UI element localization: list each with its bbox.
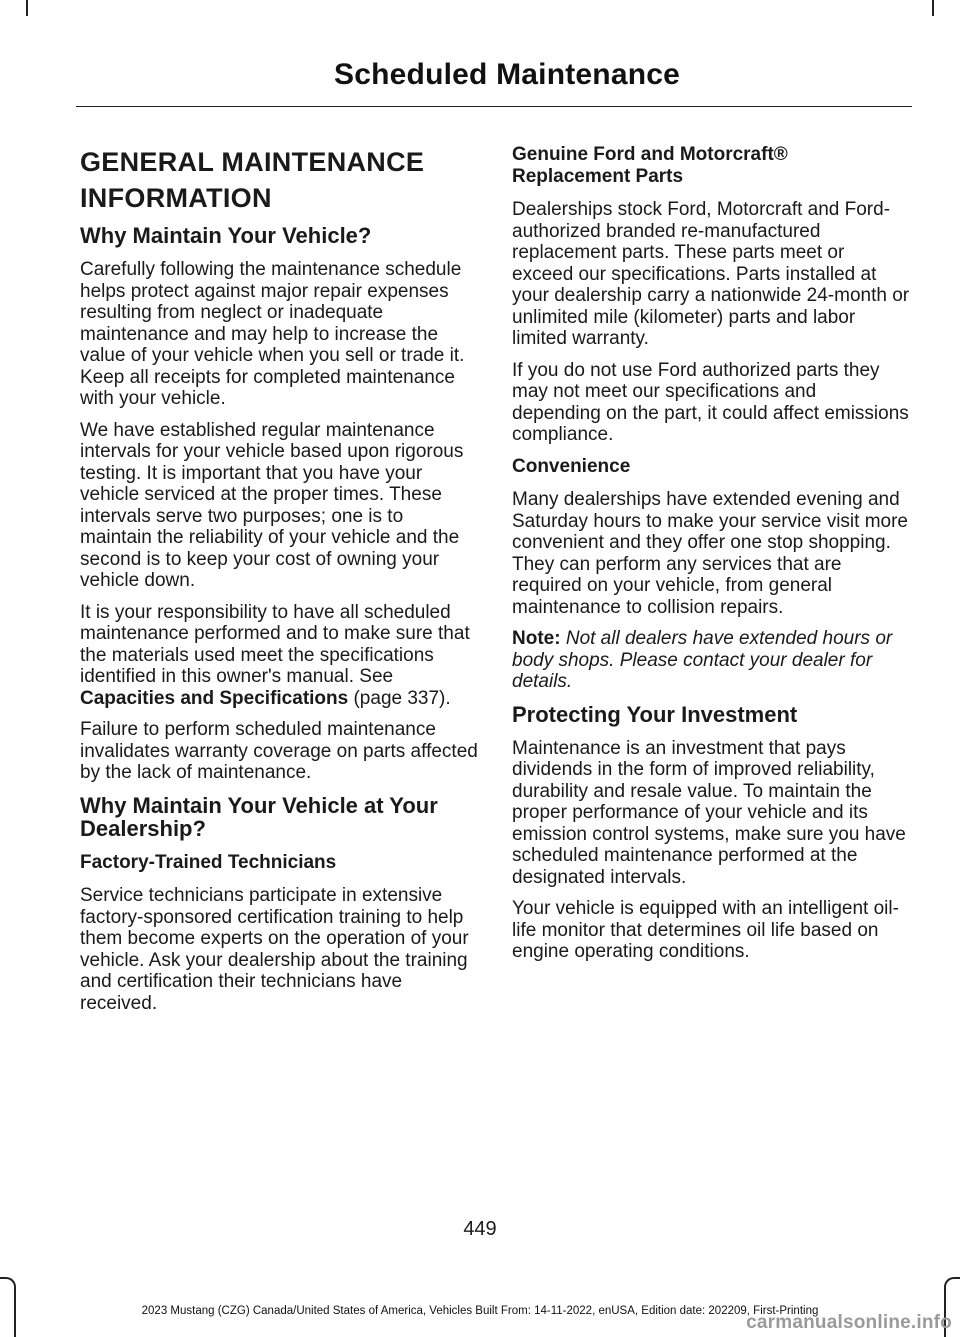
section-title [80, 144, 478, 216]
left-column [80, 140, 478, 1024]
genuine-parts-heading: Genuine Ford and Motorcraft® Replacement Parts [512, 144, 788, 187]
convenience-heading: Convenience [512, 455, 631, 477]
paragraph: Maintenance is an investment that pays dividends in the form of improved reliability, durability and resale value. To maintain the proper performance of your vehicle and its emission control systems, make sure you have scheduled maintenance performed at the designated intervals. [512, 737, 906, 888]
paragraph: We have established regular maintenance intervals for your vehicle based upon rigorous testing. It is important that you have your vehicle serviced at the proper times. These intervals serve two purposes; one is to maintain the reliability of your vehicle and the second is to keep your cost of owning your vehicle down. [80, 419, 464, 591]
page-number: 449 [463, 1218, 497, 1240]
header-divider [76, 106, 912, 107]
note-text: Not all dealers have extended hours or body shops. Please contact your dealer for details. [512, 628, 893, 692]
chapter-title: Scheduled Maintenance [334, 58, 680, 91]
paragraph: Many dealerships have extended evening and Saturday hours to make your service visit more convenient and they offer one stop shopping. They can perform any services that are required on your vehicle, from general maintenance to collision repairs. [512, 489, 908, 618]
protecting-investment-heading: Protecting Your Investment [512, 701, 798, 727]
paragraph: Dealerships stock Ford, Motorcraft and Ford-authorized branded re-manufactured replacement parts. These parts meet or exceed our specifications. Parts installed at your dealership carry a nationwide 24-month or unlimited mile (kilometer) parts and labor limited warranty. [512, 199, 910, 349]
page-reference: (page 337). [348, 687, 451, 709]
footer-edition-info: 2023 Mustang (CZG) Canada/United States of America, Vehicles Built From: 14-11-2022, enUSA, Edition date: 202209, First-Printing [141, 1305, 819, 1317]
note-label: Note: [512, 628, 561, 649]
paragraph: Failure to perform scheduled maintenance invalidates warranty coverage on parts affected by the lack of maintenance. [80, 719, 478, 783]
watermark: carmanualsonline.info [746, 1312, 952, 1333]
factory-technicians-heading: Factory-Trained Technicians [80, 851, 337, 873]
why-maintain-heading: Why Maintain Your Vehicle? [80, 223, 372, 248]
paragraph: Carefully following the maintenance schedule helps protect against major repair expenses resulting from neglect or inadequate maintenance and may help to increase the value of your vehicle when you sell or trade it. Keep all receipts for completed maintenance with your vehicle. [80, 259, 465, 409]
crop-mark-top-left [12, 0, 28, 16]
paragraph: Your vehicle is equipped with an intelligent oil-life monitor that determines oil life based on engine operating conditions. [512, 898, 899, 962]
dealership-heading: Why Maintain Your Vehicle at Your Dealership? [80, 792, 438, 841]
paragraph-with-reference [80, 602, 478, 710]
paragraph: If you do not use Ford authorized parts they may not meet our specifications and depending on the part, it could affect emissions compliance. [512, 359, 909, 445]
section-title-line2: INFORMATION [80, 183, 272, 213]
capacities-specifications-link[interactable]: Capacities and Specifications [80, 687, 349, 709]
paragraph-text: It is your responsibility to have all scheduled maintenance performed and to make sure that the materials used meet the specifications identified in this owner's manual. See [80, 601, 470, 687]
right-column [512, 140, 910, 973]
note [512, 628, 910, 693]
crop-mark-top-right [932, 0, 948, 16]
paragraph: Service technicians participate in extensive factory-sponsored certification training to help them become experts on the operation of your vehicle. Ask your dealership about the training and certification their technicians have received. [80, 885, 469, 1014]
section-title-line1: GENERAL MAINTENANCE [80, 147, 425, 177]
